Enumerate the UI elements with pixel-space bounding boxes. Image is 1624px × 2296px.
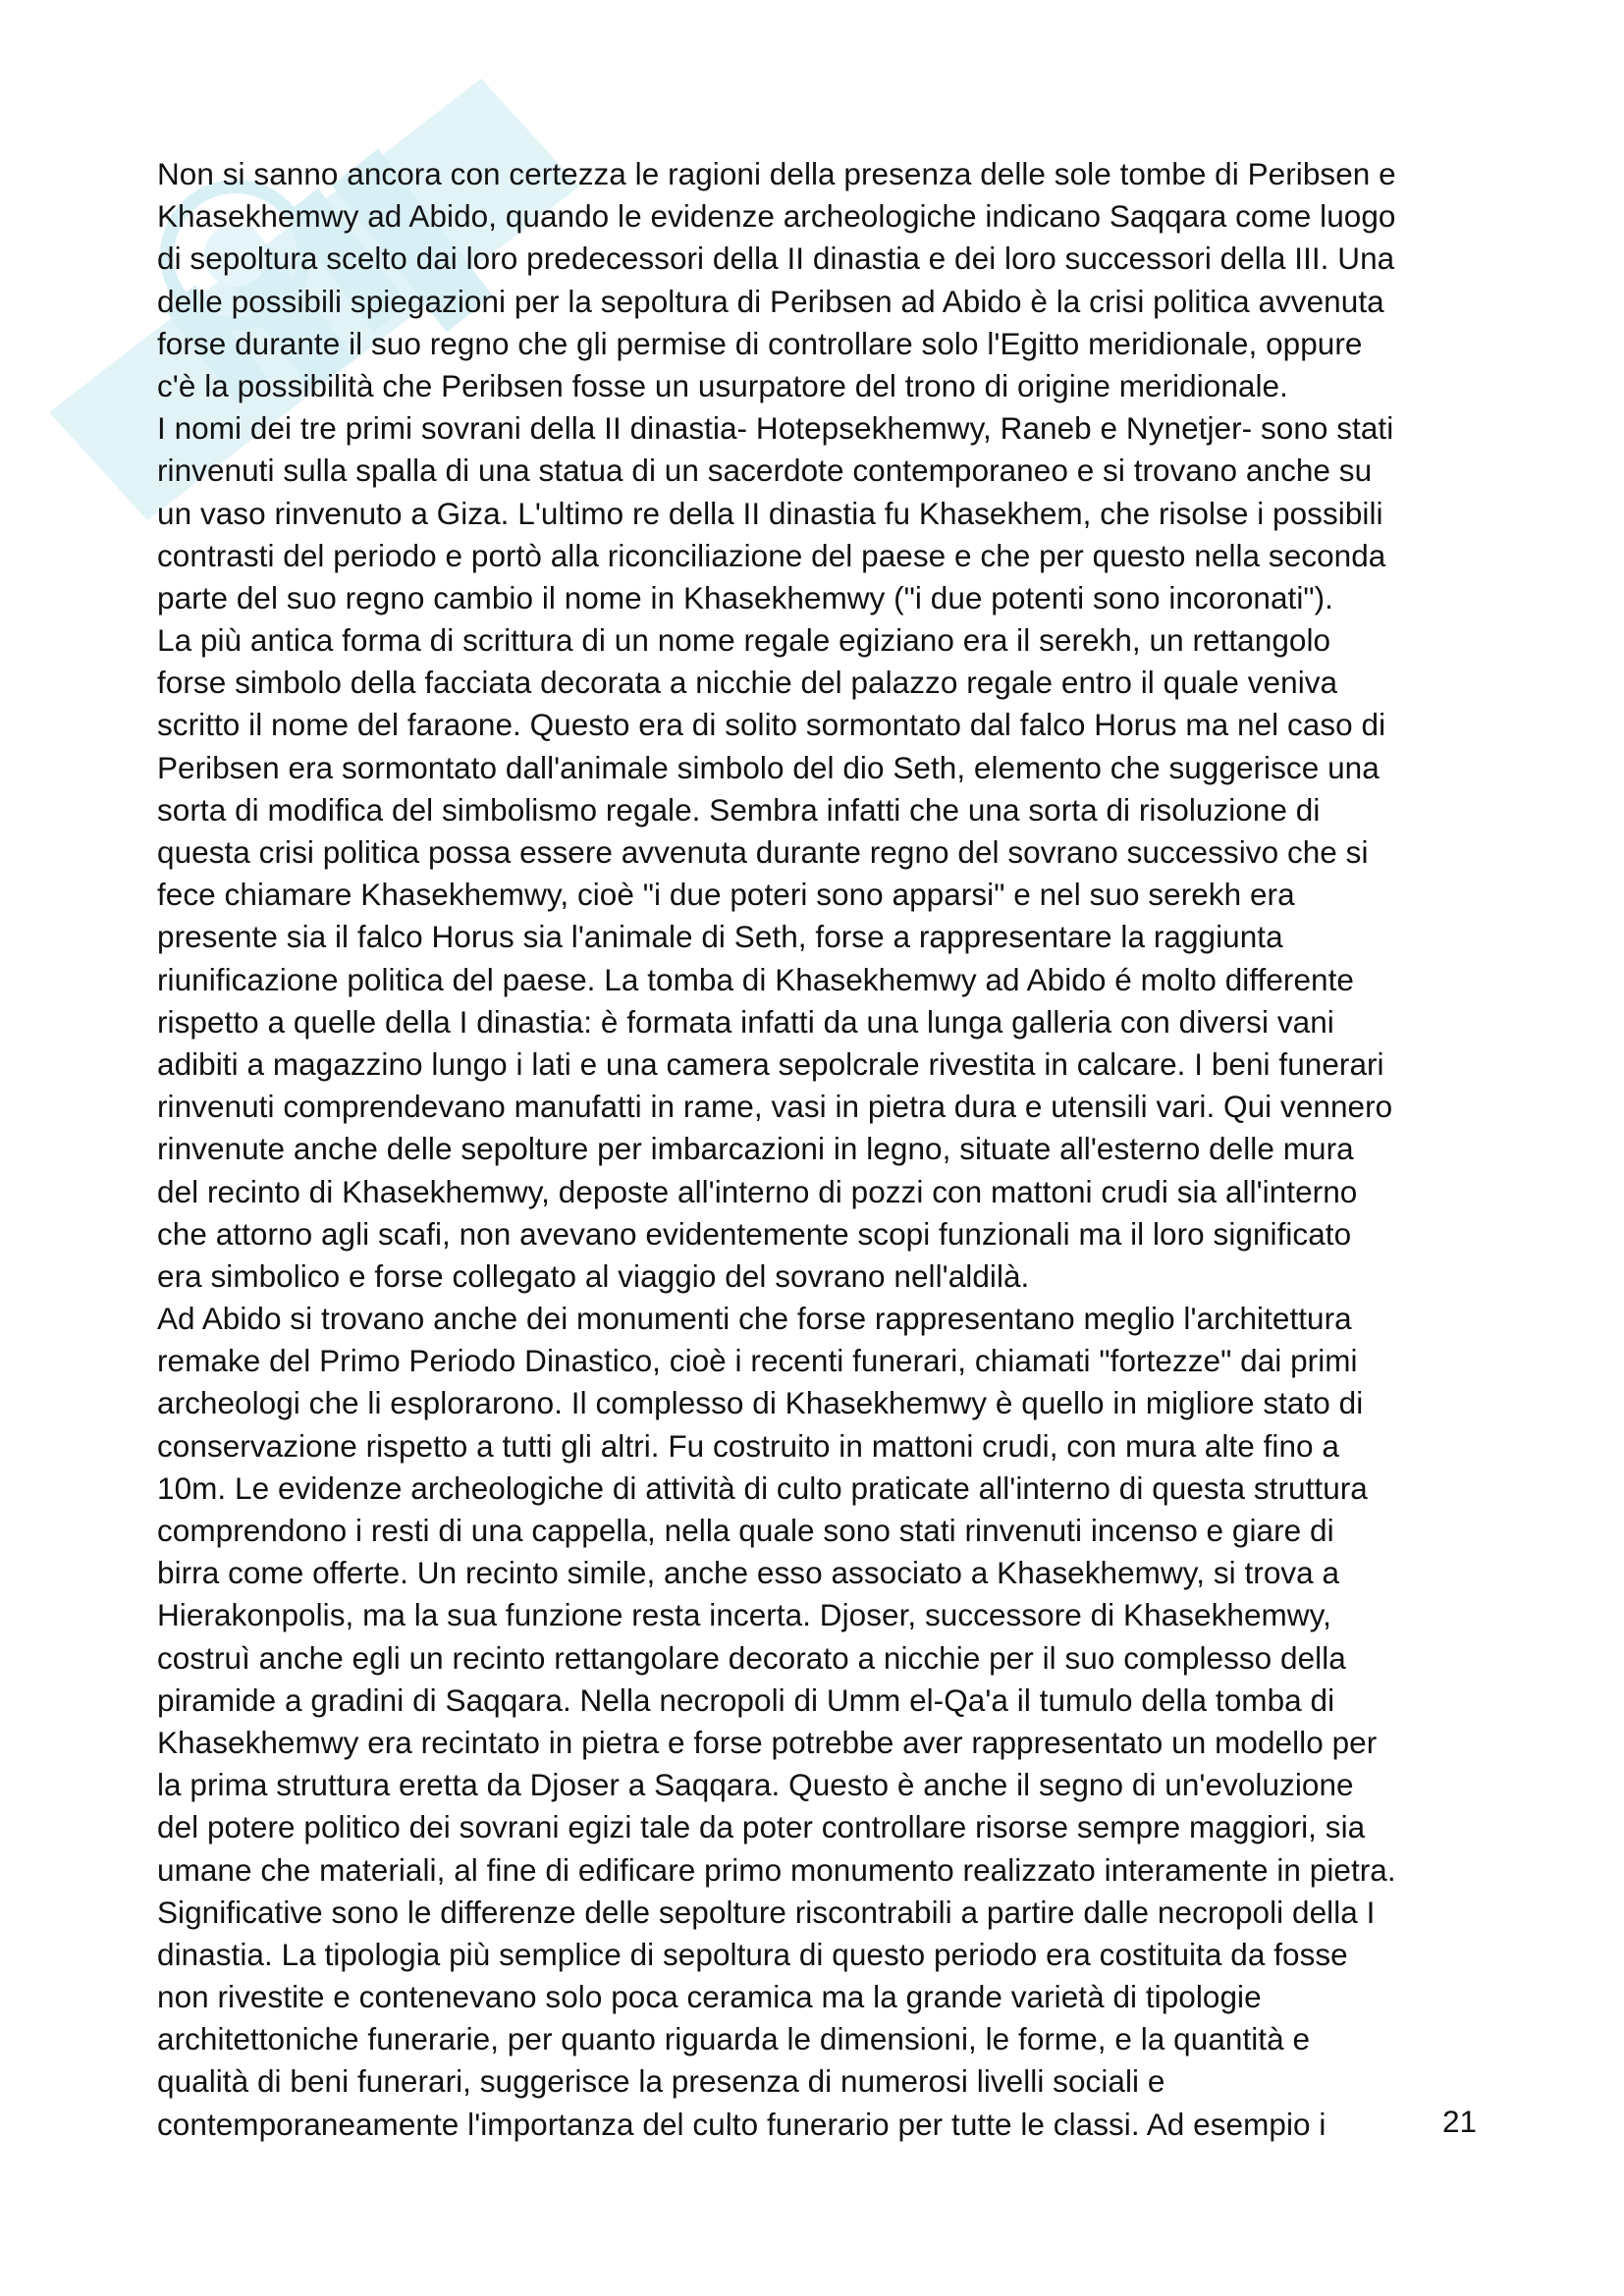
text-line: conservazione rispetto a tutti gli altri. Fu costruito in mattoni crudi, con mura alte fino a [157, 1427, 1339, 1464]
text-line: contrasti del periodo e portò alla riconciliazione del paese e che per questo nella seconda [157, 537, 1386, 573]
text-line: archeologi che li esplorarono. Il complesso di Khasekhemwy è quello in migliore stato di [157, 1385, 1364, 1421]
text-line: riunificazione politica del paese. La tomba di Khasekhemwy ad Abido é molto differente [157, 961, 1354, 997]
text-line: di sepoltura scelto dai loro predecessori della II dinastia e dei loro successori della III. Una [157, 240, 1395, 277]
text-line: adibiti a magazzino lungo i lati e una camera sepolcrale rivestita in calcare. I beni funerari [157, 1045, 1384, 1082]
text-line: umane che materiali, al fine di edificare primo monumento realizzato interamente in pietra. [157, 1851, 1396, 1888]
text-line: che attorno agli scafi, non avevano evidentemente scopi funzionali ma il loro significato [157, 1215, 1352, 1252]
text-line: sorta di modifica del simbolismo regale. Sembra infatti che una sorta di risoluzione di [157, 791, 1321, 828]
body-text [157, 153, 1492, 2146]
text-line: questa crisi politica possa essere avvenuta durante regno del sovrano successivo che si [157, 834, 1369, 870]
text-line: fece chiamare Khasekhemwy, cioè "i due poteri sono apparsi" e nel suo serekh era [157, 877, 1295, 913]
text-line: scritto il nome del faraone. Questo era di solito sormontato dal falco Horus ma nel caso di [157, 707, 1386, 743]
text-line: dinastia. La tipologia più semplice di sepoltura di questo periodo era costituita da fosse [157, 1936, 1348, 1972]
text-line: rispetto a quelle della I dinastia: è formata infatti da una lunga galleria con diversi vani [157, 1003, 1334, 1040]
text-line: qualità di beni funerari, suggerisce la presenza di numerosi livelli sociali e [157, 2063, 1165, 2100]
text-line: Significative sono le differenze delle sepolture riscontrabili a partire dalle necropoli della I [157, 1894, 1376, 1930]
text-line: era simbolico e forse collegato al viaggio del sovrano nell'aldilà. [157, 1257, 1030, 1294]
text-line: la prima struttura eretta da Djoser a Saqqara. Questo è anche il segno di un'evoluzione [157, 1767, 1354, 1803]
text-line: Peribsen era sormontato dall'animale simbolo del dio Seth, elemento che suggerisce una [157, 749, 1380, 785]
text-line: Ad Abido si trovano anche dei monumenti che forse rappresentano meglio l'architettura [157, 1301, 1352, 1337]
text-line: 10m. Le evidenze archeologiche di attività di culto praticate all'interno di questa struttura [157, 1469, 1368, 1506]
text-line: rinvenuti sulla spalla di una statua di un sacerdote contemporaneo e si trovano anche su [157, 453, 1373, 489]
text-line: del potere politico dei sovrani egizi tale da poter controllare risorse sempre maggiori, sia [157, 1809, 1366, 1845]
text-line: costruì anche egli un recinto rettangolare decorato a nicchie per il suo complesso della [157, 1639, 1346, 1676]
text-line: presente sia il falco Horus sia l'animale di Seth, forse a rappresentare la raggiunta [157, 919, 1283, 955]
text-line: rinvenute anche delle sepolture per imbarcazioni in legno, situate all'esterno delle mura [157, 1131, 1354, 1167]
text-line: I nomi dei tre primi sovrani della II dinastia- Hotepsekhemwy, Raneb e Nynetjer- sono stati [157, 410, 1394, 447]
text-line: architettoniche funerarie, per quanto riguarda le dimensioni, le forme, e la quantità e [157, 2021, 1311, 2057]
text-line: La più antica forma di scrittura di un nome regale egiziano era il serekh, un rettangolo [157, 622, 1331, 659]
text-line: comprendono i resti di una cappella, nella quale sono stati rinvenuti incenso e giare di [157, 1513, 1334, 1548]
text-line: Khasekhemwy era recintato in pietra e forse potrebbe aver rappresentato un modello per [157, 1724, 1378, 1760]
text-line: delle possibili spiegazioni per la sepoltura di Peribsen ad Abido è la crisi politica avvenuta [157, 283, 1384, 319]
text-line: forse durante il suo regno che gli permise di controllare solo l'Egitto meridionale, oppure [157, 325, 1363, 361]
text-line: rinvenuti comprendevano manufatti in rame, vasi in pietra dura e utensili vari. Qui vennero [157, 1089, 1393, 1125]
text-line: contemporaneamente l'importanza del culto funerario per tutte le classi. Ad esempio i [157, 2106, 1326, 2142]
text-line: remake del Primo Periodo Dinastico, cioè i recenti funerari, chiamati "fortezze" dai primi [157, 1343, 1358, 1379]
text-line: non rivestite e contenevano solo poca ceramica ma la grande varietà di tipologie [157, 1979, 1262, 2015]
page-number: 21 [1441, 2104, 1477, 2139]
text-line: Hierakonpolis, ma la sua funzione resta incerta. Djoser, successore di Khasekhemwy, [157, 1597, 1331, 1633]
text-line: Khasekhemwy ad Abido, quando le evidenze archeologiche indicano Saqqara come luogo [157, 198, 1396, 235]
text-line: del recinto di Khasekhemwy, deposte all'interno di pozzi con mattoni crudi sia all'interno [157, 1173, 1358, 1209]
text-line: parte del suo regno cambio il nome in Khasekhemwy ("i due potenti sono incoronati"). [157, 579, 1333, 615]
text-line: piramide a gradini di Saqqara. Nella necropoli di Umm el-Qa'a il tumulo della tomba di [157, 1682, 1335, 1718]
text-line: c'è la possibilità che Peribsen fosse un usurpatore del trono di origine meridionale. [157, 367, 1288, 403]
text-line: birra come offerte. Un recinto simile, anche esso associato a Khasekhemwy, si trova a [157, 1555, 1340, 1591]
text-line: un vaso rinvenuto a Giza. L'ultimo re della II dinastia fu Khasekhem, che risolse i possibili [157, 495, 1383, 531]
text-line: Non si sanno ancora con certezza le ragioni della presenza delle sole tombe di Peribsen e [157, 156, 1396, 191]
text-line: forse simbolo della facciata decorata a nicchie del palazzo regale entro il quale veniva [157, 665, 1338, 701]
